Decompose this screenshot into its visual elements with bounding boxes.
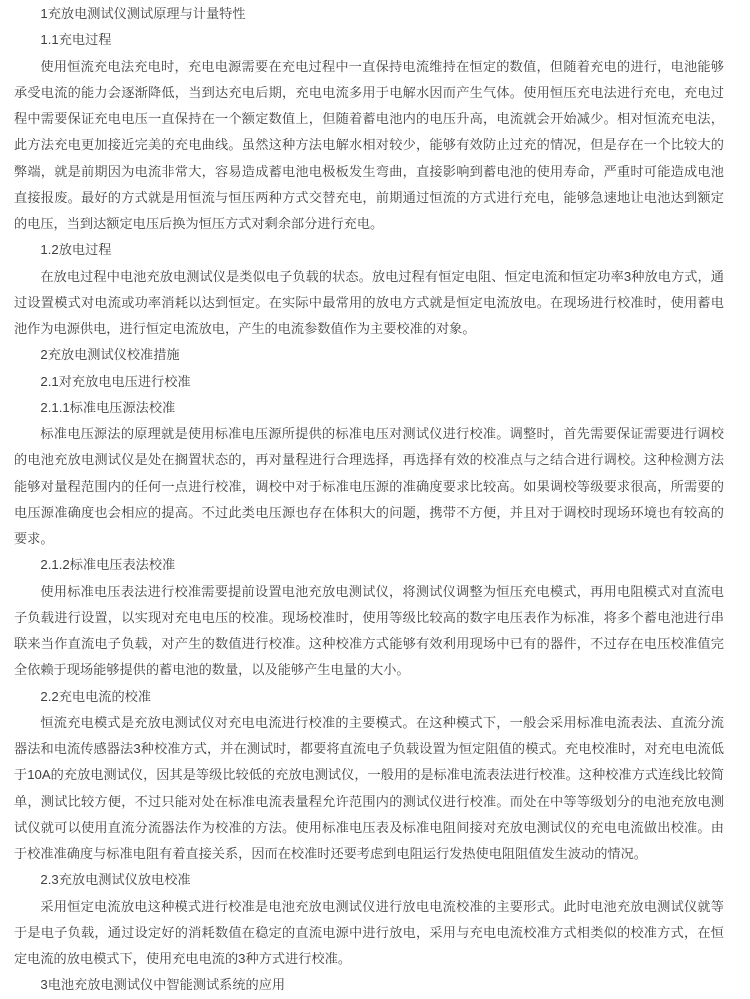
body-paragraph: 恒流充电模式是充放电测试仪对充电电流进行校准的主要模式。在这种模式下，一般会采用标准电流表法、直流分流器法和电流传感器法3种校准方式，并在测试时，都要将直流电子负载设置为恒定阻值的模式。充电校准时，对充电电流低于10A的充放电测试仪，因其是等级比较低的充放电测试仪，一般用的是标准电流表法进行校准。这种校准方式连线比较简单，测试比较方便，不过只能对处在标准电流表量程允许范围内的测试仪进行校准。而处在中等等级划分的电池充放电测试仪就可以使用直流分流器法作为校准的方法。使用标准电压表及标准电阻间接对充放电测试仪的充电电流做出校准。由于校准准确度与标准电阻有着直接关系，因而在校准时还要考虑到电阻运行发热使电阻阻值发生波动的情况。	[14, 714, 724, 861]
body-paragraph: 标准电压源法的原理就是使用标准电压源所提供的标准电压对测试仪进行校准。调整时，首先需要保证需要进行调校的电池充放电测试仪是处在搁置状态的，再对量程进行合理选择，再选择有效的校准点与之结合进行调校。这种检测方法能够对量程范围内的任何一点进行校准，调校中对于标准电压源的准确度要求比较高。如果调校等级要求很高，所需要的电压源准确度也会相应的提高。不过此类电压源也存在体积大的问题，携带不方便，并且对于调校时现场环境也有较高的要求。	[14, 426, 724, 546]
section-heading: 2.1.2标准电压表法校准	[40, 557, 176, 573]
section-heading: 3电池充放电测试仪中智能测试系统的应用	[40, 977, 286, 993]
body-paragraph: 在放电过程中电池充放电测试仪是类似电子负载的状态。放电过程有恒定电阻、恒定电流和恒定功率3种放电方式，通过设置模式对电流或功率消耗以达到恒定。在实际中最常用的放电方式就是恒定电流放电。在现场进行校准时，使用蓄电池作为电源供电，进行恒定电流放电，产生的电流参数值作为主要校准的对象。	[14, 268, 724, 336]
section-heading: 1.1充电过程	[40, 32, 112, 48]
section-heading: 2.1对充放电电压进行校准	[40, 373, 191, 389]
section-heading: 1充放电测试仪测试原理与计量特性	[40, 6, 246, 21]
body-paragraph: 使用恒流充电法充电时，充电电源需要在充电过程中一直保持电流维持在恒定的数值，但随着充电的进行，电池能够承受电流的能力会逐渐降低，当到达充电后期，充电电流多用于电解水因而产生气体。使用恒压充电法进行充电，充电过程中需要保证充电电压一直保持在一个额定数值上，但随着蓄电池内的电压升高，电流就会开始减少。相对恒流充电法，此方法充电更加接近完美的充电曲线。虽然这种方法电解水相对较少，能够有效防止过充的情况，但是存在一个比较大的弊端，就是前期因为电流非常大，容易造成蓄电池电极板发生弯曲，直接影响到蓄电池的使用寿命，严重时可能造成电池直接报废。最好的方式就是用恒流与恒压两种方式交替充电，前期通过恒流的方式进行充电，能够急速地让电池达到额定的电压，当到达额定电压后换为恒压方式对剩余部分进行充电。	[14, 58, 724, 231]
section-heading: 2.3充放电测试仪放电校准	[40, 872, 191, 888]
section-heading: 2充放电测试仪校准措施	[40, 347, 180, 363]
body-paragraph: 采用恒定电流放电这种模式进行校准是电池充放电测试仪进行放电电流校准的主要形式。此时电池充放电测试仪就等于是电子负载，通过设定好的消耗数值在稳定的直流电源中进行放电，采用与充电电流校准方式相类似的校准方式，在恒定电流的放电模式下，使用充电电流的3种方式进行校准。	[14, 898, 724, 966]
section-heading: 2.2充电电流的校准	[40, 688, 152, 704]
section-heading: 2.1.1标准电压源法校准	[40, 399, 176, 415]
body-paragraph: 使用标准电压表法进行校准需要提前设置电池充放电测试仪，将测试仪调整为恒压充电模式，再用电阻模式对直流电子负载进行设置，以实现对充电电压的校准。现场校准时，使用等级比较高的数字电压表作为标准，将多个蓄电池进行串联来当作直流电子负载，对产生的数值进行校准。这种校准方式能够有效利用现场中已有的器件，不过存在电压校准值完全依赖于现场能够提供的蓄电池的数量，以及能够产生电量的大小。	[14, 583, 724, 678]
section-heading: 1.2放电过程	[40, 242, 112, 258]
